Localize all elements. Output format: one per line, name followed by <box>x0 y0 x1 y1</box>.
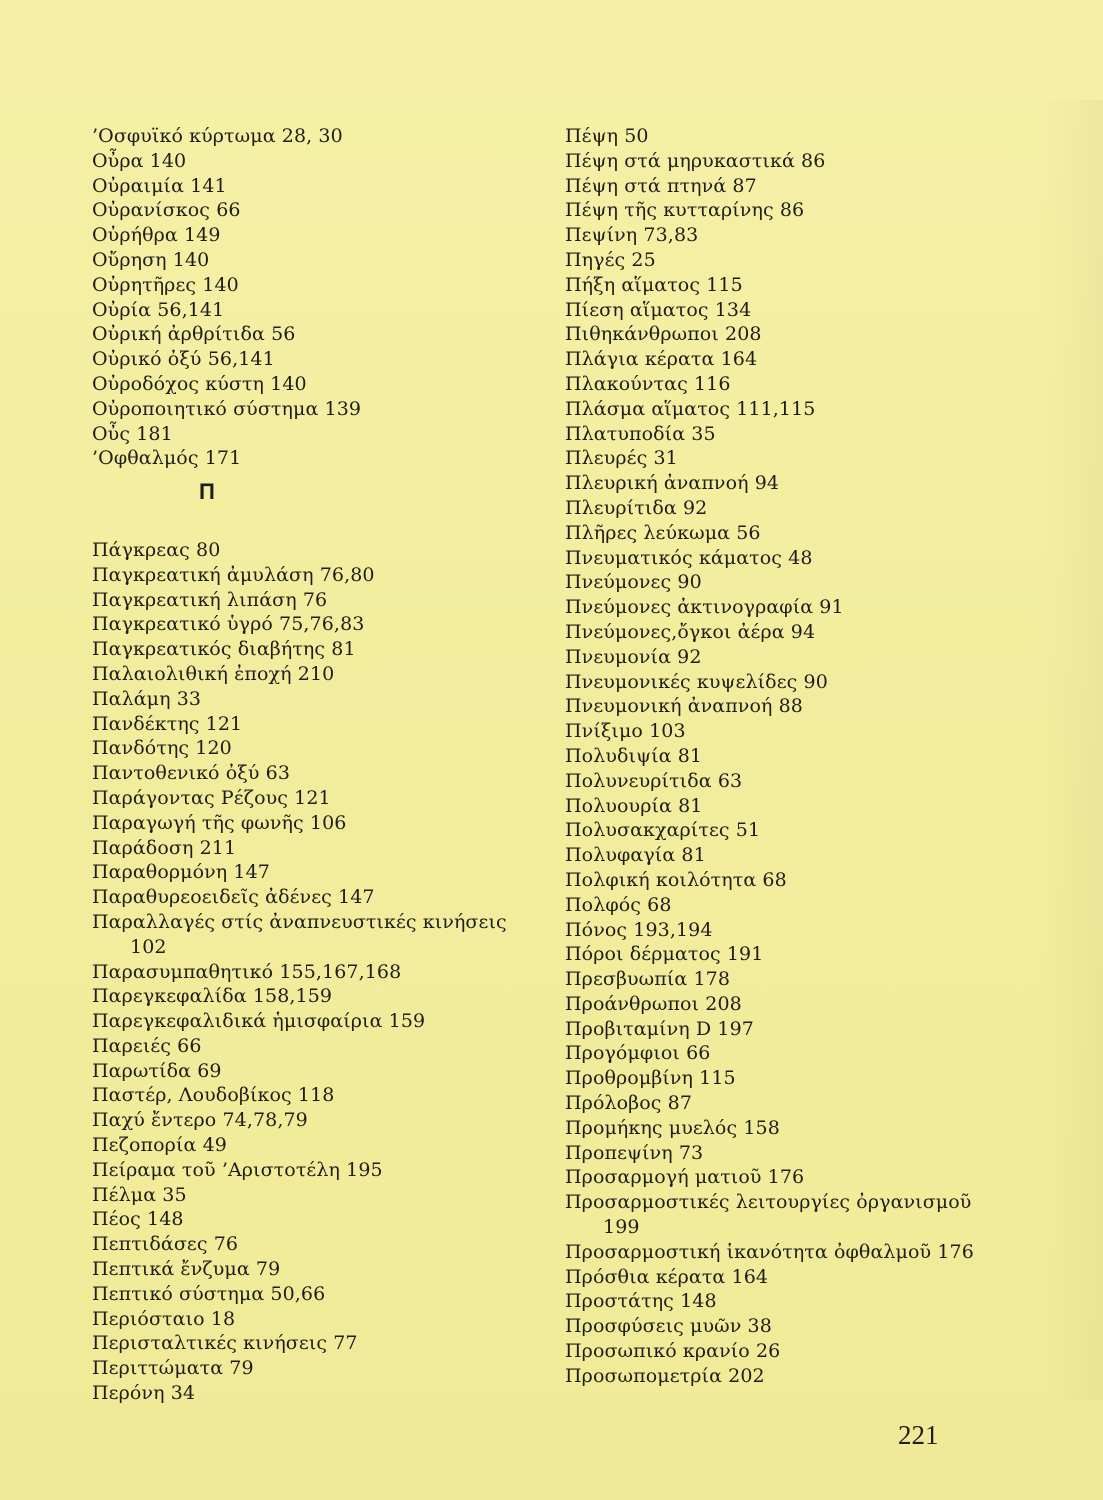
index-entry: Παλαιολιθική ἐποχή 210 <box>92 662 335 685</box>
index-entry: Πήξη αἵματος 115 <box>565 273 743 296</box>
index-entry: Παγκρεατικό ὑγρό 75,76,83 <box>92 613 365 636</box>
index-entry: Παρεγκεφαλιδικά ἡμισφαίρια 159 <box>92 1010 426 1033</box>
index-entry: Περόνη 34 <box>92 1382 196 1405</box>
index-entry: Παραγωγή τῆς φωνῆς 106 <box>92 811 347 834</box>
index-entry: Προσφύσεις μυῶν 38 <box>565 1315 772 1338</box>
index-entry: Οὐρία 56,141 <box>92 298 225 321</box>
index-entry: Πολφός 68 <box>565 893 672 916</box>
index-entry: ’Οφθαλμός 171 <box>92 447 242 470</box>
index-entry: Παραλλαγές στίς ἀναπνευστικές κινήσεις 102 <box>92 910 507 958</box>
index-entry: Πέψη τῆς κυτταρίνης 86 <box>565 199 805 222</box>
index-entry: ’Οσφυϊκό κύρτωμα 28, 30 <box>92 125 343 147</box>
index-entry: Πόροι δέρματος 191 <box>565 943 764 966</box>
section-heading: Π <box>199 479 215 505</box>
index-entry: Πολυφαγία 81 <box>565 844 706 867</box>
index-entry: Πεζοπορία 49 <box>92 1134 227 1157</box>
index-entry: Πρόσθια κέρατα 164 <box>565 1265 769 1288</box>
index-entry: Προάνθρωποι 208 <box>565 992 742 1015</box>
index-entry: Πλάσμα αἵματος 111,115 <box>565 397 816 420</box>
index-entry: Παγκρεατικός διαβήτης 81 <box>92 638 356 661</box>
index-entry: Παράγοντας Ρέζους 121 <box>92 786 331 809</box>
index-entry: Προσαρμοστικές λειτουργίες ὀργανισμοῦ 199 <box>565 1191 972 1239</box>
index-entry: Πνευμονικές κυψελίδες 90 <box>565 670 828 693</box>
index-entry: Πλῆρες λεύκωμα 56 <box>565 521 761 544</box>
index-entry: Πέψη στά μηρυκαστικά 86 <box>565 149 826 172</box>
index-entry: Προστάτης 148 <box>565 1290 717 1313</box>
index-entry: Παρωτίδα 69 <box>92 1059 222 1082</box>
index-entry: Οὐραιμία 141 <box>92 174 227 197</box>
index-entry: Οὐροδόχος κύστη 140 <box>92 372 307 395</box>
index-entry: Οὖς 181 <box>92 422 173 445</box>
index-entry: Προσαρμοστική ἱκανότητα ὀφθαλμοῦ 176 <box>565 1240 974 1263</box>
index-entry: Πέψη 50 <box>565 125 649 147</box>
index-entry: Οὐρητῆρες 140 <box>92 273 239 296</box>
index-entry: Πεπτικά ἔνζυμα 79 <box>92 1258 281 1281</box>
index-entry: Πλευρίτιδα 92 <box>565 496 708 519</box>
index-entry: Πηγές 25 <box>565 248 656 271</box>
index-entry: Πλευρική ἀναπνοή 94 <box>565 472 780 495</box>
index-entry: Πέος 148 <box>92 1208 184 1231</box>
index-column-left <box>92 124 532 1406</box>
index-entry: Πανδότης 120 <box>92 737 232 760</box>
index-entry: Οὐρήθρα 149 <box>92 224 221 247</box>
index-entry: Πλατυποδία 35 <box>565 422 716 445</box>
index-column-right <box>565 124 1005 1389</box>
index-entry: Παραθυρεοειδεῖς ἀδένες 147 <box>92 886 375 909</box>
index-entry: Πνεύμονες ἀκτινογραφία 91 <box>565 596 844 619</box>
index-entry: Πολυουρία 81 <box>565 794 703 817</box>
index-entry: Πνεύμονες 90 <box>565 571 702 594</box>
index-entry: Πρεσβυωπία 178 <box>565 968 731 991</box>
index-entry: Πολφική κοιλότητα 68 <box>565 868 787 891</box>
index-entry: Πνευμονική ἀναπνοή 88 <box>565 695 803 718</box>
index-entry: Πάγκρεας 80 <box>92 538 221 561</box>
index-entry: Πνευμονία 92 <box>565 645 702 668</box>
index-entry: Περιττώματα 79 <box>92 1357 254 1380</box>
index-entry: Προσωπομετρία 202 <box>565 1364 765 1387</box>
index-entry: Πανδέκτης 121 <box>92 712 243 735</box>
index-entry: Πνευματικός κάματος 48 <box>565 546 813 569</box>
index-entry: Παραθορμόνη 147 <box>92 861 270 884</box>
index-entry: Πολυδιψία 81 <box>565 744 703 767</box>
index-entry: Προμήκης μυελός 158 <box>565 1116 780 1139</box>
index-entry: Παγκρεατική λιπάση 76 <box>92 588 328 611</box>
index-entry: Περιόσταιο 18 <box>92 1307 236 1330</box>
index-entry: Πεπτικό σύστημα 50,66 <box>92 1282 326 1305</box>
index-entry: Πίεση αἵματος 134 <box>565 298 752 321</box>
index-entry: Προσωπικό κρανίο 26 <box>565 1340 781 1363</box>
index-entry: Πεπτιδάσες 76 <box>92 1233 239 1256</box>
index-entry: Πρόλοβος 87 <box>565 1092 693 1115</box>
index-entry: Πέλμα 35 <box>92 1183 187 1206</box>
index-entry: Παντοθενικό ὀξύ 63 <box>92 762 291 785</box>
index-entry: Προσαρμογή ματιοῦ 176 <box>565 1166 805 1189</box>
index-entry: Πλακούντας 116 <box>565 372 731 395</box>
index-entry: Οὐροποιητικό σύστημα 139 <box>92 397 362 420</box>
index-entry: Προβιταμίνη D 197 <box>565 1017 754 1040</box>
index-entry: Προπεψίνη 73 <box>565 1141 704 1164</box>
index-entry: Πλάγια κέρατα 164 <box>565 348 758 371</box>
index-entry: Παλάμη 33 <box>92 687 202 710</box>
index-entry: Παχύ ἔντερο 74,78,79 <box>92 1109 308 1132</box>
index-entry: Οὐρικό ὀξύ 56,141 <box>92 348 275 371</box>
index-entry: Πόνος 193,194 <box>565 918 713 941</box>
index-entry: Οὖρα 140 <box>92 149 187 172</box>
index-entry: Παράδοση 211 <box>92 836 237 859</box>
index-entry: Πεψίνη 73,83 <box>565 224 699 247</box>
index-entry: Οὔρηση 140 <box>92 248 210 271</box>
index-entry: Πείραμα τοῦ ’Αριστοτέλη 195 <box>92 1158 383 1181</box>
page-number: 221 <box>898 1420 939 1450</box>
page-shadow <box>1043 100 1103 1400</box>
index-entry: Προθρομβίνη 115 <box>565 1067 736 1090</box>
index-entry: Παρειές 66 <box>92 1034 202 1057</box>
index-entry: Πολυνευρίτιδα 63 <box>565 769 743 792</box>
index-entry: Προγόμφιοι 66 <box>565 1042 711 1065</box>
index-entry: Πνεύμονες,ὄγκοι ἀέρα 94 <box>565 620 816 643</box>
index-entry: Πολυσακχαρίτες 51 <box>565 819 761 842</box>
index-entry: Παρασυμπαθητικό 155,167,168 <box>92 960 402 983</box>
index-entry: Οὐρανίσκος 66 <box>92 199 241 222</box>
index-entry: Παγκρεατική ἀμυλάση 76,80 <box>92 563 375 586</box>
index-entry: Περισταλτικές κινήσεις 77 <box>92 1332 358 1355</box>
index-entry: Πέψη στά πτηνά 87 <box>565 174 757 197</box>
index-entry: Οὐρική ἀρθρίτιδα 56 <box>92 323 296 346</box>
index-entry: Πλευρές 31 <box>565 447 678 470</box>
index-entry: Πιθηκάνθρωποι 208 <box>565 323 762 346</box>
index-entry: Παστέρ, Λουδοβίκος 118 <box>92 1084 335 1107</box>
index-entry: Παρεγκεφαλίδα 158,159 <box>92 985 333 1008</box>
index-entry: Πνίξιμο 103 <box>565 720 686 743</box>
